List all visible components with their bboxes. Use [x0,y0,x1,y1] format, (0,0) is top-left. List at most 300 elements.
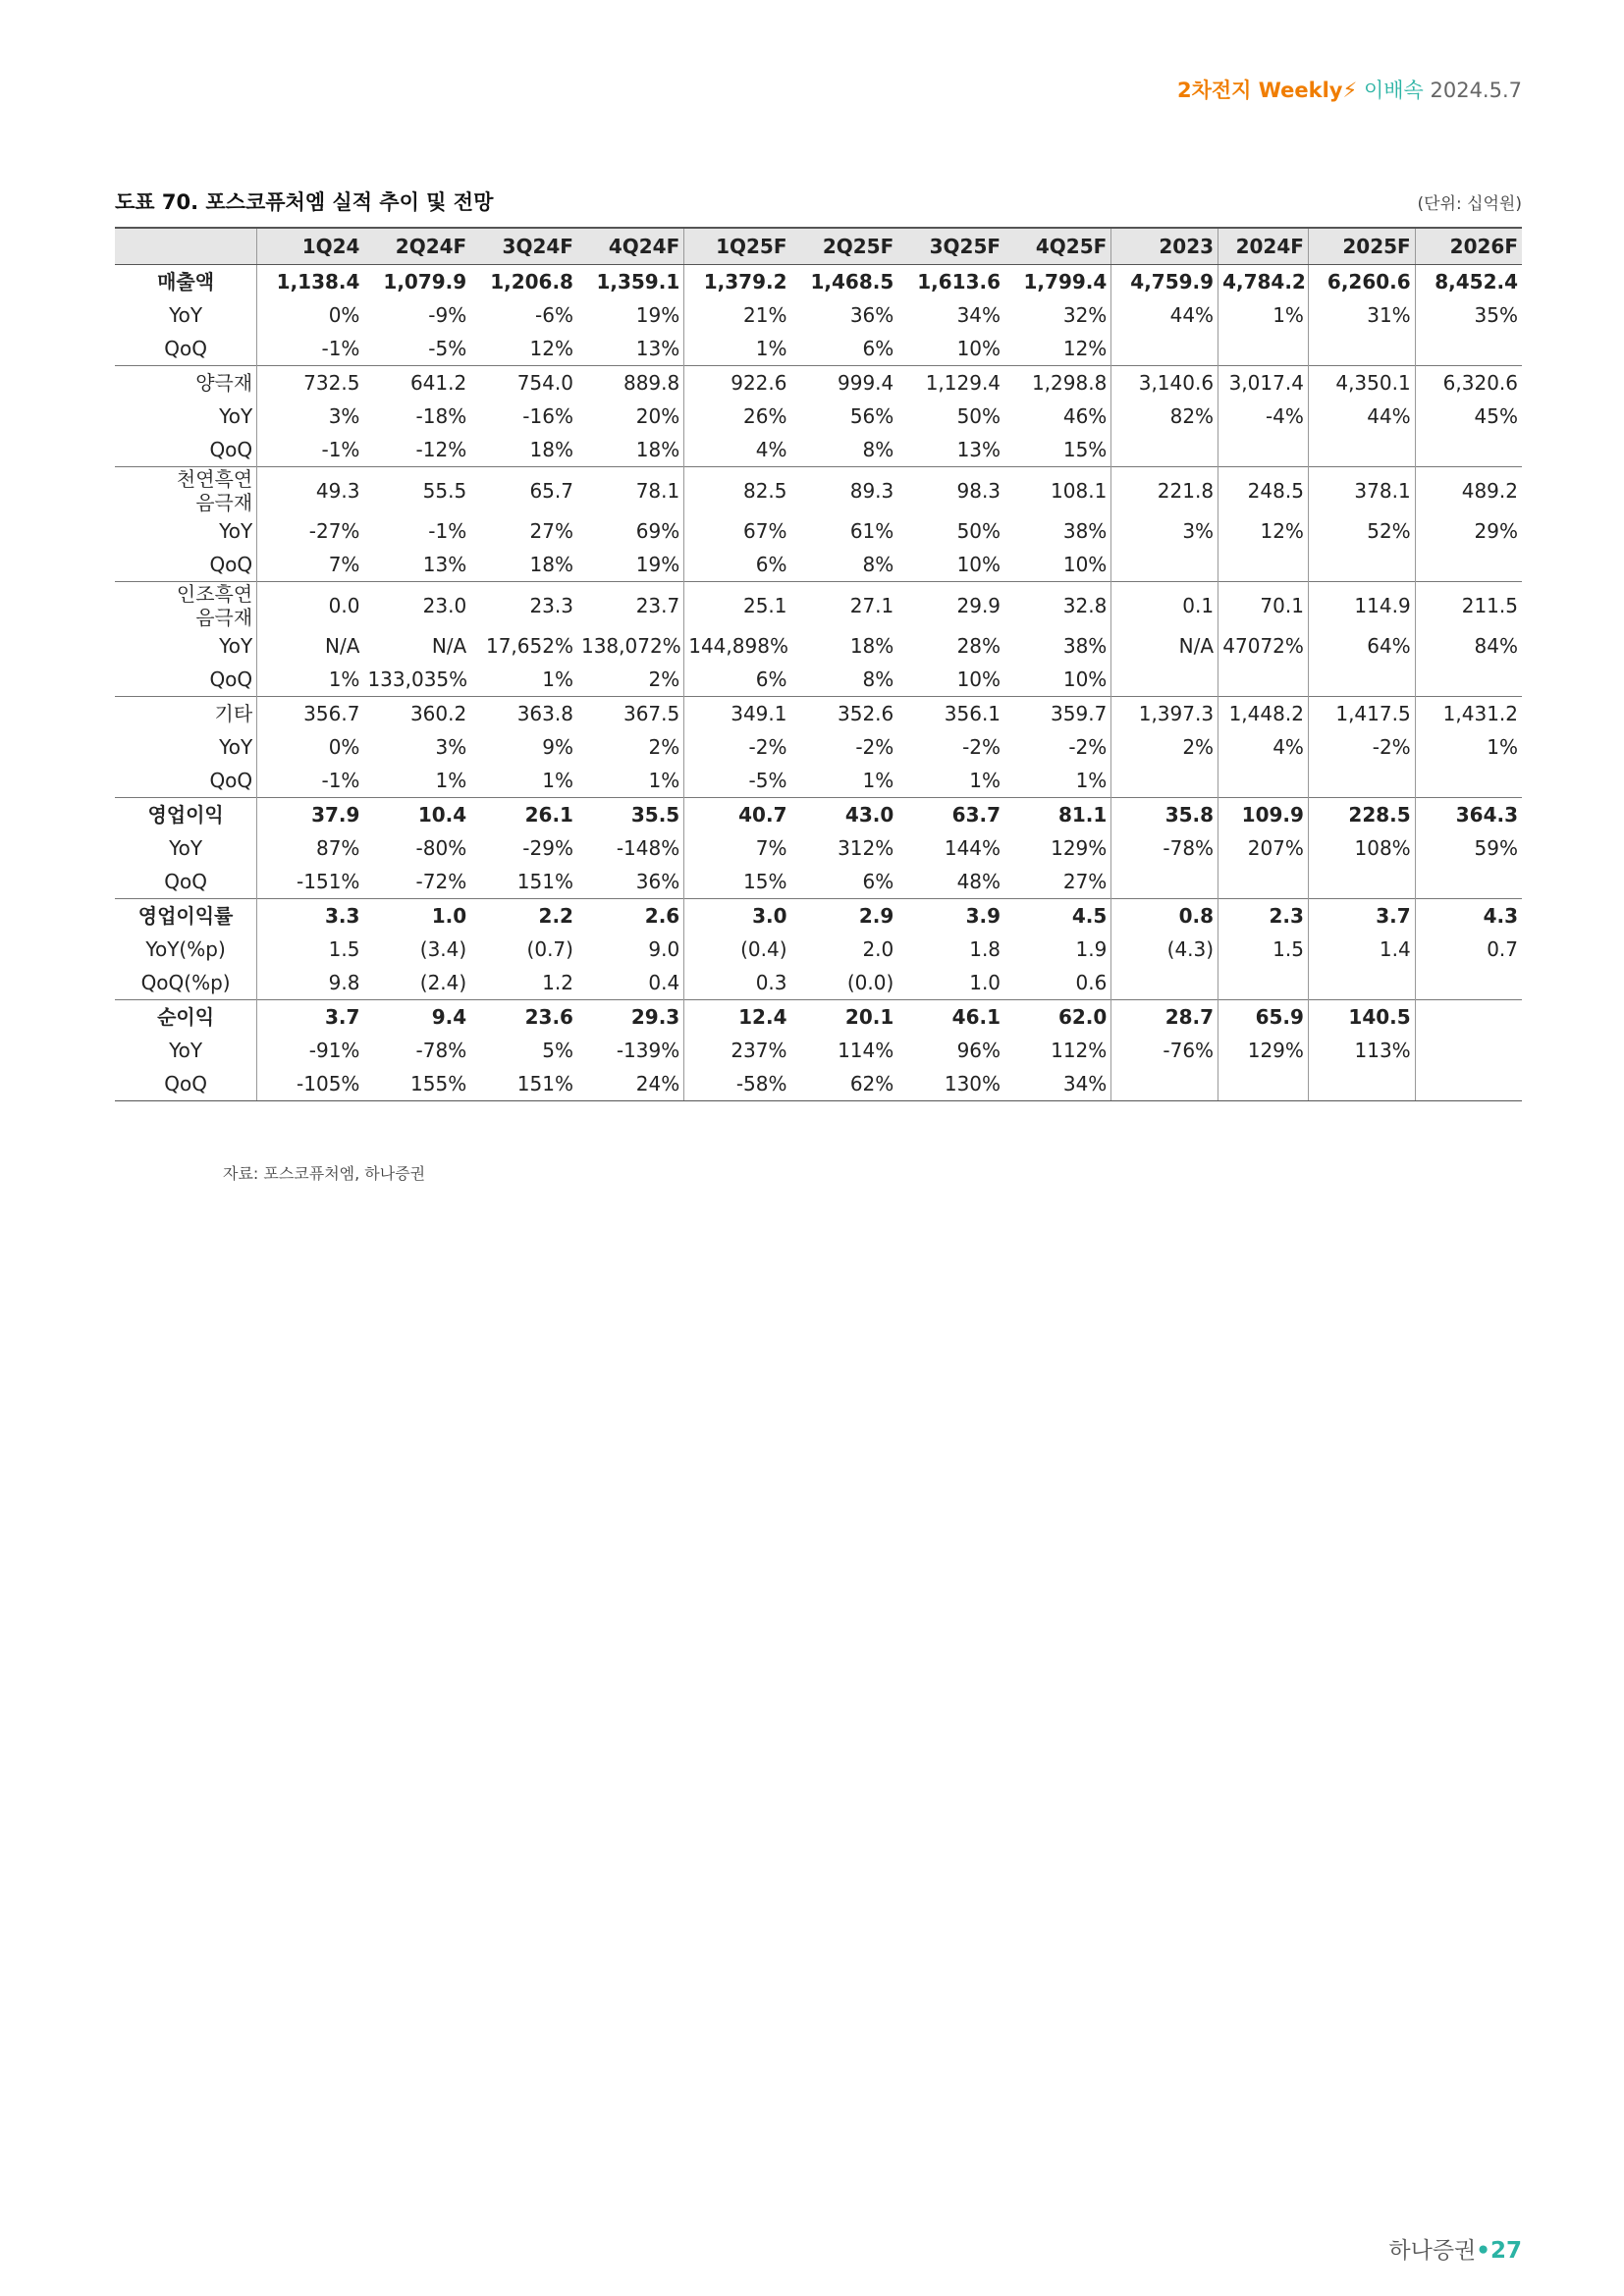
row-label: QoQ(%p) [115,966,257,1000]
table-cell: -27% [308,519,360,543]
table-cell [1111,332,1218,366]
table-cell: 113% [1308,1034,1415,1067]
header-date: 2024.5.7 [1430,79,1522,102]
table-cell: -1% [428,519,467,543]
table-cell: 1% [1218,298,1309,332]
table-cell [1415,1000,1522,1035]
table-cell: -9% [428,303,467,327]
table-row [115,1000,1522,1035]
table-cell: -91% [308,1039,360,1062]
table-row [115,366,1522,400]
table-cell [1218,663,1309,697]
row-label: YoY [115,629,257,663]
table-cell: 10.4 [363,798,470,832]
table-cell: 1% [542,667,573,691]
table-cell: 363.8 [470,697,577,731]
table-cell: 133,035% [367,667,468,691]
table-cell: (0.4) [740,937,787,961]
table-cell: 0.0 [257,582,364,630]
table-cell: 3.9 [897,899,1004,934]
table-cell [1111,865,1218,899]
table-cell: 70.1 [1218,582,1309,630]
table-cell: 7% [755,836,787,860]
table-cell: 4,759.9 [1111,265,1218,299]
table-cell: 151% [470,1067,577,1101]
table-cell [1415,433,1522,467]
table-cell: 144% [944,836,1001,860]
row-label: QoQ [115,663,257,697]
table-row [115,764,1522,798]
table-cell: 61% [849,519,894,543]
table-cell: 48% [956,870,1001,893]
table-cell: 46% [1004,400,1111,433]
table-cell: 352.6 [791,697,898,731]
table-cell: 221.8 [1111,467,1218,515]
table-cell: 8% [862,438,894,461]
col-header: 3Q24F [470,228,577,265]
table-cell: 1,129.4 [897,366,1004,400]
table-cell: 62% [791,1067,898,1101]
table-row [115,298,1522,332]
table-unit: (단위: 십억원) [1417,194,1522,214]
table-cell: 359.7 [1004,697,1111,731]
table-cell: 4,350.1 [1308,366,1415,400]
table-cell: 55.5 [363,467,470,515]
row-label: YoY(%p) [115,933,257,966]
table-cell [1415,764,1522,798]
table-cell: 1,079.9 [383,270,467,294]
col-header: 4Q25F [1004,228,1111,265]
table-cell [1415,663,1522,697]
page-footer [1388,2232,1522,2265]
table-cell: 26% [743,404,787,428]
table-cell: 19% [577,298,684,332]
table-cell [1218,548,1309,582]
table-cell: 999.4 [791,366,898,400]
table-cell: 10% [1004,663,1111,697]
table-cell [1308,433,1415,467]
row-label: QoQ [115,548,257,582]
table-title: 도표 70. 포스코퓨처엠 실적 추이 및 전망 [115,190,494,214]
row-label: 영업이익률 [115,899,257,934]
table-cell: 114.9 [1308,582,1415,630]
table-cell: 13% [577,332,684,366]
table-cell: (0.7) [526,937,573,961]
table-cell: 1,431.2 [1415,697,1522,731]
table-cell: 34% [956,303,1001,327]
table-cell: 10% [956,337,1001,360]
table-cell: 47072% [1218,629,1309,663]
table-cell: 35% [1474,303,1518,327]
table-cell: 4,784.2 [1218,265,1309,299]
table-cell: 0.3 [755,971,787,994]
table-cell: 2% [577,730,684,764]
table-cell: 37.9 [257,798,364,832]
table-cell: 356.7 [257,697,364,731]
table-cell: -148% [577,831,684,865]
table-cell: 20.1 [791,1000,898,1035]
table-cell: 130% [897,1067,1004,1101]
table-cell: 0.6 [1004,966,1111,1000]
header-series: 2차전지 Weekly [1176,79,1343,102]
table-cell: 360.2 [363,697,470,731]
table-cell: 248.5 [1218,467,1309,515]
table-cell: -5% [428,337,467,360]
table-cell: 44% [1308,400,1415,433]
table-cell: 108.1 [1004,467,1111,515]
bolt-icon: ⚡ [1342,79,1358,102]
table-cell [1218,1067,1309,1101]
table-cell: 2.3 [1218,899,1309,934]
page-number: 27 [1489,2238,1522,2264]
table-cell: 211.5 [1415,582,1522,630]
table-cell: 67% [743,519,787,543]
table-cell: 56% [849,404,894,428]
table-cell: -2% [1004,730,1111,764]
row-label: QoQ [115,764,257,798]
table-cell: -1% [321,769,360,792]
table-cell: 6,260.6 [1308,265,1415,299]
table-row [115,514,1522,548]
table-cell: -1% [321,337,360,360]
table-cell [1111,764,1218,798]
table-cell: 59% [1474,836,1518,860]
table-cell: 349.1 [684,697,791,731]
row-label: 기타 [115,697,257,731]
table-cell: (2.4) [419,971,467,994]
table-cell: -2% [1308,730,1415,764]
table-cell: 29% [1474,519,1518,543]
table-cell: 9.0 [577,933,684,966]
table-cell: 50% [956,519,1001,543]
table-cell: 44% [1111,298,1218,332]
table-cell: 1% [328,667,360,691]
table-cell: 23.3 [470,582,577,630]
table-cell: 8% [862,667,894,691]
header-author: 이배속 [1363,79,1424,102]
col-header: 3Q25F [897,228,1004,265]
table-cell [1218,865,1309,899]
table-cell: 1% [1004,764,1111,798]
table-cell: 35.5 [577,798,684,832]
table-cell: 27% [529,519,573,543]
table-cell: -12% [415,438,467,461]
table-cell: 5% [542,1039,573,1062]
table-cell: -139% [577,1034,684,1067]
table-cell: -4% [1218,400,1309,433]
table-cell: 378.1 [1308,467,1415,515]
table-cell: -6% [535,303,573,327]
col-header: 2024F [1218,228,1309,265]
table-cell [1308,332,1415,366]
table-cell: -2% [748,735,787,759]
table-cell: 1% [577,764,684,798]
table-cell: 3.7 [257,1000,364,1035]
row-label-line: 음극재 [195,491,253,514]
row-label: QoQ [115,433,257,467]
table-cell: 87% [315,836,360,860]
table-cell: 98.3 [897,467,1004,515]
table-cell: 0.4 [577,966,684,1000]
table-cell: 49.3 [257,467,364,515]
row-label: 영업이익 [115,798,257,832]
table-cell: 1,379.2 [703,270,787,294]
table-cell: N/A [1111,629,1218,663]
table-cell: 3.7 [1308,899,1415,934]
table-cell [1415,332,1522,366]
table-cell [1308,548,1415,582]
table-cell [1218,332,1309,366]
table-cell: -2% [962,735,1001,759]
table-cell: 38% [1004,629,1111,663]
table-cell: -1% [321,438,360,461]
table-row [115,933,1522,966]
table-cell: 9.4 [363,1000,470,1035]
table-row [115,582,1522,630]
table-cell: 18% [849,634,894,658]
table-cell: 89.3 [791,467,898,515]
row-label-line: 인조흑연 [176,582,253,606]
footer-dot: • [1476,2238,1490,2264]
header-corner [115,228,257,265]
table-cell: 1% [969,769,1001,792]
table-row [115,1034,1522,1067]
table-cell: 1,613.6 [917,270,1001,294]
table-cell: 19% [577,548,684,582]
table-cell: 65.7 [470,467,577,515]
table-cell [1111,1067,1218,1101]
table-cell: 40.7 [684,798,791,832]
table-row [115,1067,1522,1101]
table-cell: 32.8 [1004,582,1111,630]
table-cell: 356.1 [897,697,1004,731]
table-row [115,433,1522,467]
table-cell: 84% [1474,634,1518,658]
table-cell: 10% [956,667,1001,691]
table-row [115,548,1522,582]
table-cell: 1.9 [1004,933,1111,966]
table-cell [1218,764,1309,798]
table-cell: 52% [1308,514,1415,548]
table-cell [1308,663,1415,697]
table-cell: 0.1 [1111,582,1218,630]
table-cell: 31% [1308,298,1415,332]
table-cell: 3% [435,735,467,759]
table-cell [1111,548,1218,582]
table-cell: 27.1 [791,582,898,630]
table-cell: 6,320.6 [1415,366,1522,400]
table-cell: 9.8 [328,971,360,994]
table-row [115,831,1522,865]
table-cell: 1.8 [969,937,1001,961]
table-cell: 20% [577,400,684,433]
table-cell: N/A [325,634,360,658]
row-label: QoQ [115,332,257,366]
table-row [115,663,1522,697]
table-cell: -76% [1111,1034,1218,1067]
row-label: QoQ [115,865,257,899]
table-cell: 63.7 [897,798,1004,832]
table-cell [1415,1067,1522,1101]
table-cell: -5% [748,769,787,792]
table-cell [1308,1067,1415,1101]
table-cell: -18% [415,404,467,428]
table-cell: 3% [1111,514,1218,548]
table-cell: 9% [542,735,573,759]
row-label-line: 천연흑연 [176,467,253,491]
table-cell: (3.4) [419,937,467,961]
table-cell: 8% [862,553,894,576]
table-cell: 922.6 [684,366,791,400]
col-header: 1Q25F [684,228,791,265]
table-cell: 889.8 [577,366,684,400]
table-cell: 23.6 [470,1000,577,1035]
table-cell: 15% [1004,433,1111,467]
table-cell: 140.5 [1308,1000,1415,1035]
table-row [115,899,1522,934]
row-label: 매출액 [115,265,257,299]
table-cell: 155% [363,1067,470,1101]
table-cell: -72% [415,870,467,893]
table-cell: 1.0 [363,899,470,934]
table-cell: 1,799.4 [1004,265,1111,299]
table-cell: N/A [431,634,467,658]
table-cell: 3.3 [257,899,364,934]
table-cell: 62.0 [1004,1000,1111,1035]
table-cell: 1.0 [969,971,1001,994]
table-cell: 45% [1474,404,1518,428]
table-cell [1415,966,1522,1000]
table-cell: 8,452.4 [1435,270,1518,294]
table-cell: 4.3 [1415,899,1522,934]
table-header-row [115,228,1522,265]
table-cell: 96% [956,1039,1001,1062]
table-cell: 23.0 [363,582,470,630]
table-cell: 364.3 [1415,798,1522,832]
table-cell [1111,663,1218,697]
table-row [115,467,1522,515]
table-cell: 1% [1487,735,1518,759]
table-cell: 6% [755,667,787,691]
table-cell: 7% [328,553,360,576]
table-cell: 1,138.4 [276,270,360,294]
table-cell: 144,898% [688,634,788,658]
table-cell: 312% [838,836,894,860]
page-header [1177,75,1522,104]
table-cell: 3% [328,404,360,428]
table-row [115,629,1522,663]
earnings-table [115,227,1522,1101]
table-cell: 1% [435,769,467,792]
table-cell: 138,072% [577,629,684,663]
table-cell: 1,397.3 [1111,697,1218,731]
table-cell: 489.2 [1415,467,1522,515]
table-cell: 112% [1004,1034,1111,1067]
source-note: 자료: 포스코퓨처엠, 하나증권 [223,1164,426,1183]
table-cell: 237% [731,1039,787,1062]
table-cell: 1.5 [1218,933,1309,966]
table-cell: 1,298.8 [1004,366,1111,400]
table-cell: -16% [522,404,573,428]
table-cell: 24% [577,1067,684,1101]
table-cell: 32% [1004,298,1111,332]
table-cell: 10% [1004,548,1111,582]
table-cell: 28% [956,634,1001,658]
table-cell: 4% [755,438,787,461]
table-row [115,697,1522,731]
table-cell: 81.1 [1004,798,1111,832]
table-cell: 29.9 [897,582,1004,630]
table-cell: 1% [862,769,894,792]
table-cell: 1,448.2 [1218,697,1309,731]
table-cell: 2% [577,663,684,697]
table-cell: 6% [862,870,894,893]
table-row [115,265,1522,299]
table-cell: -2% [855,735,894,759]
table-cell: 2.0 [862,937,894,961]
table-cell: 65.9 [1218,1000,1309,1035]
table-cell: -29% [522,836,573,860]
row-label [115,467,257,515]
row-label: YoY [115,1034,257,1067]
table-cell: 18% [577,433,684,467]
row-label: YoY [115,730,257,764]
table-cell: 29.3 [577,1000,684,1035]
table-cell: 64% [1308,629,1415,663]
table-cell: 0.8 [1111,899,1218,934]
table-cell: 1% [542,769,573,792]
table-cell: 228.5 [1308,798,1415,832]
table-cell: -78% [415,1039,467,1062]
table-cell: 26.1 [470,798,577,832]
row-label: YoY [115,400,257,433]
table-cell: 1,468.5 [810,270,894,294]
col-header: 2026F [1415,228,1522,265]
table-cell: -58% [684,1067,791,1101]
table-cell [1218,433,1309,467]
table-cell: 38% [1004,514,1111,548]
footer-brand: 하나증권 [1388,2238,1477,2264]
table-cell: 46.1 [897,1000,1004,1035]
table-cell: 15% [743,870,787,893]
table-cell: 13% [956,438,1001,461]
col-header: 2Q24F [363,228,470,265]
table-cell: 25.1 [684,582,791,630]
col-header: 1Q24 [257,228,364,265]
row-label: 양극재 [115,366,257,400]
table-cell: 18% [529,553,573,576]
table-cell: 12% [529,337,573,360]
table-cell: 1,206.8 [490,270,573,294]
table-cell: 1.4 [1308,933,1415,966]
table-caption [115,187,1522,220]
table-cell: -78% [1111,831,1218,865]
table-cell: 35.8 [1111,798,1218,832]
col-header: 2025F [1308,228,1415,265]
table-cell: 23.7 [577,582,684,630]
table-cell: 207% [1218,831,1309,865]
table-cell: 17,652% [485,634,573,658]
table-cell [1111,433,1218,467]
table-cell: 4% [1218,730,1309,764]
table-cell: 21% [743,303,787,327]
table-cell: 4.5 [1004,899,1111,934]
table-cell: 1,417.5 [1308,697,1415,731]
table-cell: -80% [415,836,467,860]
table-cell: 34% [1004,1067,1111,1101]
table-cell: 109.9 [1218,798,1309,832]
table-cell: 2.9 [791,899,898,934]
